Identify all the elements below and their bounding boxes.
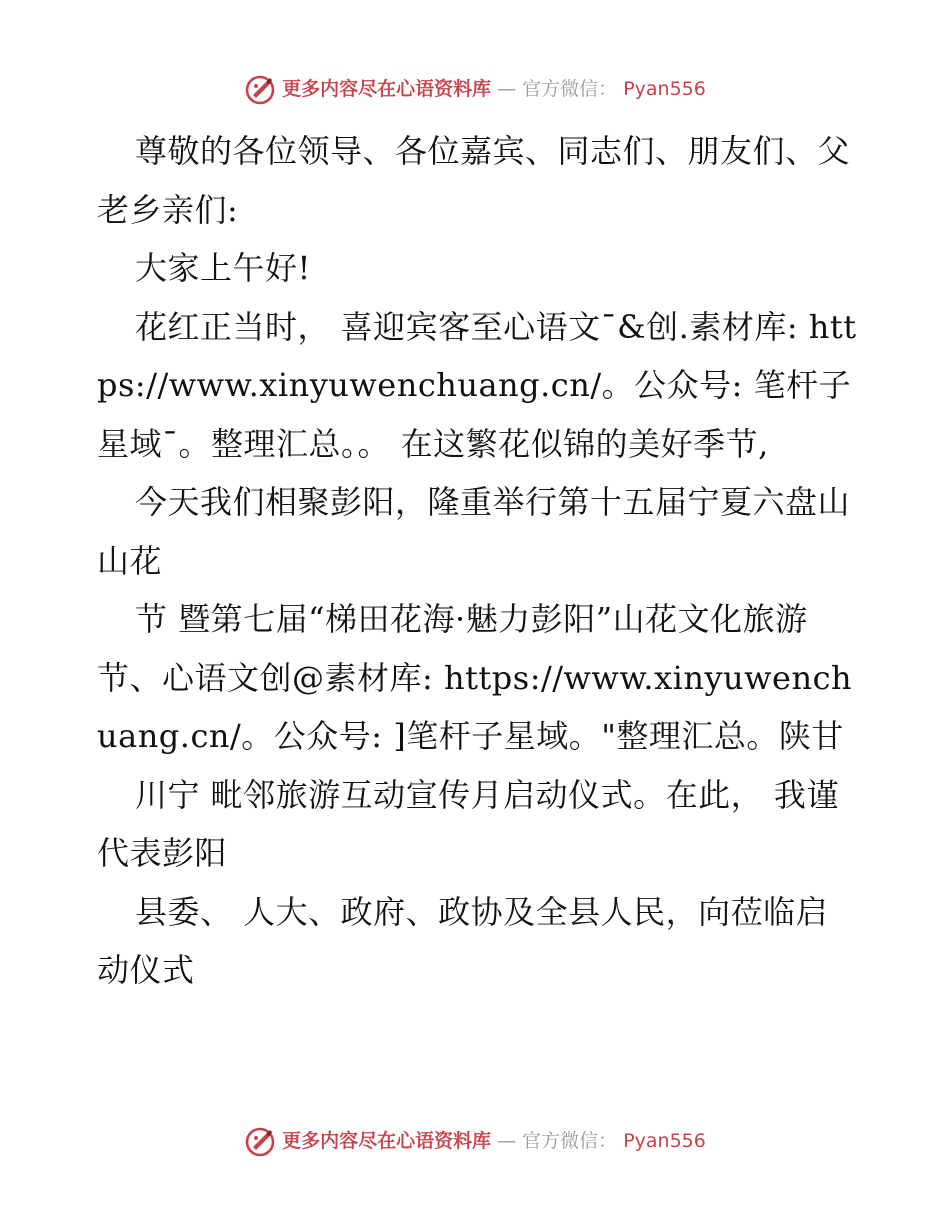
paragraph-greeting: 大家上午好! (135, 249, 311, 287)
banner-site-name: 更多内容尽在心语资料库 (282, 1129, 492, 1152)
paragraph-body-2: 今天我们相聚彭阳，隆重举行第十五届宁夏六盘山山花 (97, 483, 851, 580)
brand-logo-icon (244, 73, 276, 105)
banner-wechat-label: 官方微信： (522, 1129, 618, 1152)
banner-wechat-id: Pyan556 (623, 1129, 706, 1152)
paragraph-salutation: 尊敬的各位领导、各位嘉宾、同志们、朋友们、父老乡亲们: (97, 132, 851, 229)
document-body (97, 122, 857, 1000)
footer-watermark-banner (0, 1125, 950, 1157)
paragraph-body-5: 县委、 人大、政府、政协及全县人民，向莅临启动仪式 (97, 892, 829, 989)
paragraph-body-1: 花红正当时， 喜迎宾客至心语文¯&创.素材库: https://www.xinyuwenchuang.cn/。公众号: 笔杆子星域¯。整理汇总。。 在这繁花似锦的美好季节, (97, 307, 857, 463)
banner-site-name: 更多内容尽在心语资料库 (282, 77, 492, 100)
banner-dash: — (497, 77, 517, 100)
banner-wechat-id: Pyan556 (623, 77, 706, 100)
header-watermark-banner (0, 73, 950, 105)
paragraph-body-4: 川宁 毗邻旅游互动宣传月启动仪式。在此， 我谨代表彭阳 (97, 775, 839, 872)
brand-logo-icon (244, 1125, 276, 1157)
banner-dash: — (497, 1129, 517, 1152)
paragraph-body-3: 节 暨第七届“梯田花海·魅力彭阳”山花文化旅游节、心语文创@素材库: https://www.xinyuwenchuang.cn/。公众号: ]笔杆子星域。"整理汇总。陕甘 (97, 600, 853, 755)
banner-wechat-label: 官方微信： (522, 77, 618, 100)
